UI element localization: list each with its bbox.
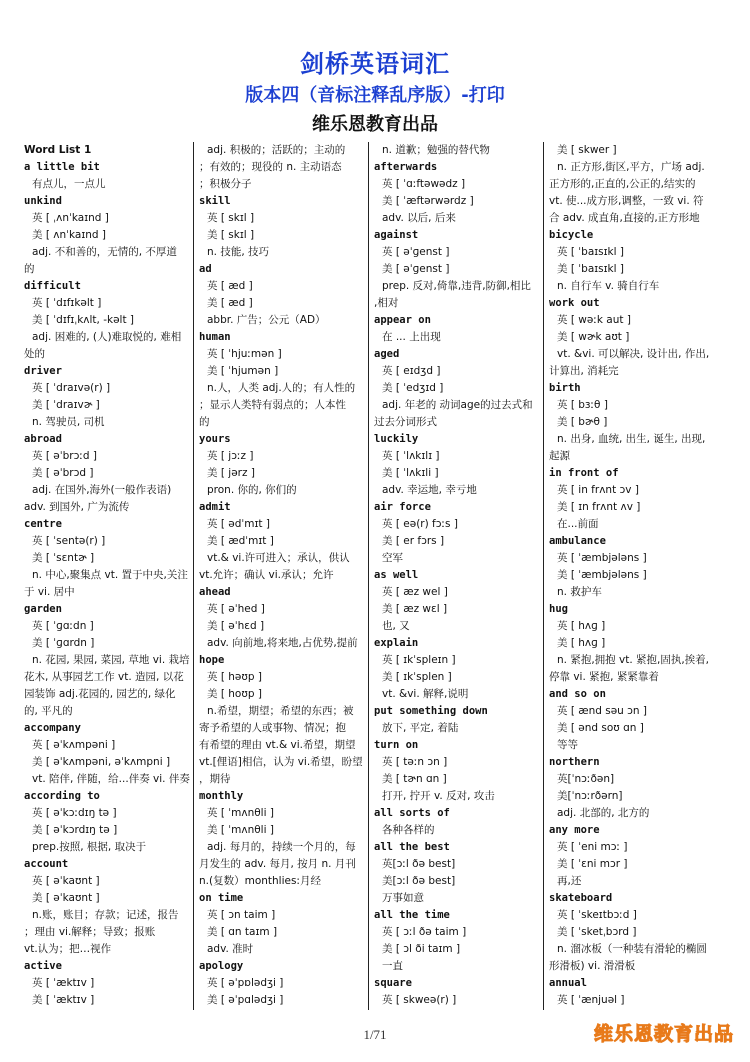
entry-detail: 英 [ ˈdɪfɪkəlt ] (32, 297, 102, 309)
entry-continuation: 有希望的理由 vt.& vi.希望，期望 (199, 739, 356, 751)
entry-detail: 美 [ ɔl ði taɪm ] (382, 943, 461, 955)
entry-continuation: vt.认为；把…视作 (24, 943, 112, 955)
entry-detail: 英 [ ˈskeɪtbɔːd ] (557, 909, 637, 921)
entry-detail: 美 [ əˈkʌmpəni, əˈkʌmpni ] (32, 756, 171, 768)
entry-detail: 英[ˈnɔːðən] (557, 773, 615, 785)
entry-detail: n. 紧抱,拥抱 vt. 紧抱,固执,挨着, (557, 654, 710, 666)
entry-detail: adj. 每月的，持续一个月的，每 (207, 841, 356, 853)
headword: against (374, 229, 419, 241)
entry-detail: 美 [ ˈæmbjələns ] (557, 569, 647, 581)
entry-detail: 美 [ ˈbaɪsɪkl ] (557, 263, 624, 275)
entry-detail: 打开, 拧开 v. 反对, 攻击 (382, 790, 495, 802)
entry-detail: 美 [ əˈbrɔd ] (32, 467, 94, 479)
entry-continuation: 园装饰 adj.花园的, 园艺的, 绿化 (24, 688, 176, 700)
headword: according to (24, 790, 100, 802)
headword: afterwards (374, 161, 438, 173)
entry-detail: 英 [ eɪdʒd ] (382, 365, 441, 377)
entry-detail: 英 [ æz wel ] (382, 586, 448, 598)
entry-detail: 美 [ jərz ] (207, 467, 255, 479)
entry-continuation: adv. 到国外, 广为流传 (24, 501, 130, 513)
entry-detail: 美 [ ˈɡɑrdn ] (32, 637, 95, 649)
headword: turn on (374, 739, 419, 751)
headword: all sorts of (374, 807, 450, 819)
headword: abroad (24, 433, 62, 445)
entry-continuation: 月发生的 adv. 每月, 按月 n. 月刊 (199, 858, 356, 870)
entry-detail: 美 [ hʌɡ ] (557, 637, 606, 649)
column-divider (543, 142, 544, 1010)
headword: accompany (24, 722, 81, 734)
entry-detail: 英 [ ˈɡɑːdn ] (32, 620, 94, 632)
entry-continuation: 花木, 从事园艺工作 vt. 造园, 以花 (24, 671, 184, 683)
headword: ambulance (549, 535, 606, 547)
headword: a little bit (24, 161, 100, 173)
entry-continuation: n.(复数）monthlies:月经 (199, 875, 321, 887)
entry-detail: prep. 反对,倚靠,违背,防御,相比 (382, 280, 531, 292)
headword: centre (24, 518, 62, 530)
entry-detail: 有点儿，一点儿 (32, 178, 106, 190)
headword: and so on (549, 688, 606, 700)
entry-continuation: 处的 (24, 348, 45, 360)
headword: active (24, 960, 62, 972)
headword: ahead (199, 586, 231, 598)
document-title: 剑桥英语词汇 (300, 50, 450, 78)
entry-detail: 美 [ ɪkˈsplen ] (382, 671, 452, 683)
entry-detail: 美 [ ˈdraɪvɚ ] (32, 399, 100, 411)
entry-detail: 美 [ skwer ] (557, 144, 617, 156)
entry-detail: 英 [ əˈpɒlədʒi ] (207, 977, 284, 989)
headword: northern (549, 756, 600, 768)
headword: any more (549, 824, 600, 836)
vocab-column-1 (24, 142, 194, 1009)
entry-detail: n.希望，期望；希望的东西；被 (207, 705, 354, 717)
headword: square (374, 977, 412, 989)
entry-detail: 美 [ ˈmʌnθli ] (207, 824, 274, 836)
entry-detail: 英 [ ˈæktɪv ] (32, 977, 95, 989)
entry-detail: 英 [ ɔːl ðə taim ] (382, 926, 467, 938)
headword: put something down (374, 705, 488, 717)
headword: human (199, 331, 231, 343)
entry-detail: pron. 你的, 你们的 (207, 484, 297, 496)
word-list-heading: Word List 1 (24, 144, 92, 156)
headword: annual (549, 977, 587, 989)
entry-detail: 英 [ təːn ɔn ] (382, 756, 448, 768)
entry-detail: adj. 在国外,海外(一般作表语) (32, 484, 172, 496)
entry-continuation: ,相对 (374, 297, 399, 309)
entry-detail: adv. 向前地,将来地,占优势,提前 (207, 637, 358, 649)
entry-continuation: 正方形的,正直的,公正的,结实的 (549, 178, 696, 190)
entry-detail: 英 [ ˈmʌnθli ] (207, 807, 274, 819)
entry-detail: n. 救护车 (557, 586, 602, 598)
entry-detail: 美[ˈnɔːrðərn] (557, 790, 623, 802)
entry-detail: 英 [ ɪkˈspleɪn ] (382, 654, 456, 666)
headword: skill (199, 195, 231, 207)
entry-detail: 美 [ əˈkaʊnt ] (32, 892, 100, 904)
entry-detail: 英 [ ˈhjuːmən ] (207, 348, 282, 360)
headword: admit (199, 501, 231, 513)
entry-detail: 英 [ ˈdraɪvə(r) ] (32, 382, 111, 394)
headword: all the time (374, 909, 450, 921)
entry-detail: 美 [ æd ] (207, 297, 253, 309)
entry-detail: 美 [ tɚn ɑn ] (382, 773, 447, 785)
entry-detail: n. 花园, 果园, 菜园, 草地 vi. 栽培 (32, 654, 190, 666)
entry-detail: 美 [ ˈedʒɪd ] (382, 382, 444, 394)
entry-detail: 各种各样的 (382, 824, 435, 836)
headword: ad (199, 263, 212, 275)
entry-detail: 英 [ ˈeni mɔː ] (557, 841, 628, 853)
entry-detail: 英 [ wəːk aut ] (557, 314, 631, 326)
entry-detail: 美 [ ɪn frʌnt ʌv ] (557, 501, 641, 513)
entry-continuation: 的 (24, 263, 35, 275)
entry-detail: 美 [ ˈlʌkɪli ] (382, 467, 439, 479)
entry-detail: adv. 以后, 后来 (382, 212, 456, 224)
entry-detail: n. 溜冰板（一种装有滑轮的椭圆 (557, 943, 707, 955)
headword: difficult (24, 280, 81, 292)
entry-detail: n. 出身, 血统, 出生, 诞生, 出现, (557, 433, 706, 445)
entry-detail: 英 [ ˈɑːftəwədz ] (382, 178, 466, 190)
vocab-column-3 (374, 142, 544, 1009)
headword: air force (374, 501, 431, 513)
entry-detail: vt.& vi.许可进入；承认，供认 (207, 552, 350, 564)
entry-detail: n. 驾驶员, 司机 (32, 416, 105, 428)
entry-detail: vt. &vi. 可以解决, 设计出, 作出, (557, 348, 710, 360)
entry-detail: adj. 北部的, 北方的 (557, 807, 650, 819)
entry-detail: adv. 准时 (207, 943, 254, 955)
entry-detail: 美 [ hoʊp ] (207, 688, 262, 700)
entry-continuation: 合 adv. 成直角,直接的,正方形地 (549, 212, 700, 224)
entry-detail: 万事如意 (382, 892, 424, 904)
entry-detail: 英 [ ˈlʌkɪlɪ ] (382, 450, 440, 462)
publisher-line: 维乐恩教育出品 (312, 114, 438, 135)
headword: yours (199, 433, 231, 445)
entry-detail: 英 [ həʊp ] (207, 671, 262, 683)
entry-detail: 美 [ ˈɛni mɔr ] (557, 858, 628, 870)
headword: bicycle (549, 229, 594, 241)
headword: aged (374, 348, 400, 360)
entry-detail: 美 [ əˈhɛd ] (207, 620, 265, 632)
entry-detail: 美 [ ɑn taɪm ] (207, 926, 278, 938)
entry-detail: 英 [ ˈæmbjələns ] (557, 552, 647, 564)
entry-detail: n. 技能, 技巧 (207, 246, 270, 258)
entry-detail: 英 [ ˈbaɪsɪkl ] (557, 246, 624, 258)
entry-detail: 美 [ ˈsketˌbɔrd ] (557, 926, 637, 938)
entry-detail: 美 [ əˈɡenst ] (382, 263, 450, 275)
entry-detail: prep.按照, 根据, 取决于 (32, 841, 147, 853)
entry-detail: 英 [ ˈsentə(r) ] (32, 535, 106, 547)
entry-detail: 美 [ bɚθ ] (557, 416, 608, 428)
headword: driver (24, 365, 62, 377)
headword: hope (199, 654, 225, 666)
entry-detail: 美 [ ædˈmɪt ] (207, 535, 274, 547)
entry-detail: n. 正方形,街区,平方，广场 adj. (557, 161, 705, 173)
entry-detail: n. 中心,聚集点 vt. 置于中央,关注 (32, 569, 188, 581)
entry-detail: adv. 幸运地, 幸亏地 (382, 484, 477, 496)
entry-detail: 英 [ bɜːθ ] (557, 399, 608, 411)
column-divider (368, 142, 369, 1010)
headword: skateboard (549, 892, 613, 904)
entry-detail: 等等 (557, 739, 578, 751)
entry-detail: 空军 (382, 552, 403, 564)
entry-detail: 在 ... 上出现 (382, 331, 441, 343)
entry-detail: n. 道歉；勉强的替代物 (382, 144, 490, 156)
entry-detail: vt. 陪伴, 伴随，给...伴奏 vi. 伴奏 (32, 773, 190, 785)
entry-continuation: ；理由 vi.解释；导致；报账 (24, 926, 156, 938)
vocab-column-4 (549, 142, 719, 1009)
headword: garden (24, 603, 62, 615)
headword: account (24, 858, 69, 870)
entry-detail: 美 [ ˈæktɪv ] (32, 994, 95, 1006)
watermark-logo: 维乐恩教育出品 (593, 1023, 734, 1045)
entry-detail: 英 [ əˈkɔːdɪŋ tə ] (32, 807, 117, 819)
headword: monthly (199, 790, 244, 802)
entry-detail: 英 [ in frʌnt ɔv ] (557, 484, 639, 496)
entry-detail: abbr. 广告；公元（AD） (207, 314, 326, 326)
entry-detail: 美 [ əˈpɑlədʒi ] (207, 994, 284, 1006)
entry-continuation: 的, 平凡的 (24, 705, 73, 717)
entry-detail: 美 [ ˈhjumən ] (207, 365, 279, 377)
entry-detail: adj. 不和善的，无情的, 不厚道 (32, 246, 177, 258)
entry-continuation: 计算出, 消耗完 (549, 365, 619, 377)
entry-detail: 英 [ ˌʌnˈkaɪnd ] (32, 212, 109, 224)
headword: explain (374, 637, 419, 649)
column-divider (193, 142, 194, 1010)
entry-detail: 美 [ wɚk aʊt ] (557, 331, 630, 343)
headword: as well (374, 569, 419, 581)
entry-detail: 也, 又 (382, 620, 410, 632)
entry-detail: 英 [ skweə(r) ] (382, 994, 457, 1006)
entry-continuation: ；积极分子 (199, 178, 252, 190)
entry-detail: 英 [ ɔn taim ] (207, 909, 276, 921)
entry-detail: 美 [ ˈsɛntɚ ] (32, 552, 95, 564)
entry-continuation: 的 (199, 416, 210, 428)
entry-detail: 英 [ ˈænjuəl ] (557, 994, 625, 1006)
entry-detail: 英 [ əˈkʌmpəni ] (32, 739, 116, 751)
entry-detail: 美 [ er fɔrs ] (382, 535, 445, 547)
entry-continuation: vt.[俚语]相信，认为 vi.希望，盼望 (199, 756, 363, 768)
entry-detail: 英 [ əˈɡenst ] (382, 246, 450, 258)
entry-continuation: vt. 使...成方形,调整，一致 vi. 符 (549, 195, 704, 207)
headword: work out (549, 297, 600, 309)
vocab-column-2 (199, 142, 369, 1009)
headword: apology (199, 960, 244, 972)
entry-detail: n.账，账目；存款；记述，报告 (32, 909, 179, 921)
entry-detail: 英 [ hʌɡ ] (557, 620, 606, 632)
entry-detail: 英[ɔːl ðə best] (382, 858, 456, 870)
headword: hug (549, 603, 568, 615)
entry-detail: adj. 困难的, (人)难取悦的, 难相 (32, 331, 182, 343)
entry-detail: 美 [ ʌnˈkaɪnd ] (32, 229, 107, 241)
document-subtitle: 版本四（音标注释乱序版）-打印 (245, 85, 505, 106)
entry-continuation: 过去分词形式 (374, 416, 437, 428)
entry-continuation: 停靠 vi. 紧抱, 紧紧靠着 (549, 671, 659, 683)
entry-detail: 在...前面 (557, 518, 599, 530)
entry-detail: 英 [ ænd səu ɔn ] (557, 705, 648, 717)
entry-continuation: 寄予希望的人或事物、情况；抱 (199, 722, 346, 734)
entry-detail: 美 [ ənd soʊ ɑn ] (557, 722, 644, 734)
entry-detail: 美 [ ˈdɪfɪˌkʌlt, -kəlt ] (32, 314, 135, 326)
entry-detail: 再,还 (557, 875, 582, 887)
page-number: 1/71 (363, 1027, 387, 1042)
entry-detail: 英 [ eə(r) fɔːs ] (382, 518, 458, 530)
entry-detail: adj. 积极的；活跃的；主动的 (207, 144, 346, 156)
entry-continuation: ，期待 (199, 773, 231, 785)
headword: in front of (549, 467, 619, 479)
entry-detail: n. 自行车 v. 骑自行车 (557, 280, 660, 292)
entry-continuation: 形滑板) vi. 滑滑板 (549, 960, 636, 972)
headword: luckily (374, 433, 419, 445)
entry-detail: 英 [ ədˈmɪt ] (207, 518, 270, 530)
entry-detail: 英 [ jɔːz ] (207, 450, 254, 462)
entry-detail: 英 [ æd ] (207, 280, 253, 292)
entry-detail: 英 [ əˈbrɔːd ] (32, 450, 98, 462)
entry-continuation: ；有效的；现役的 n. 主动语态 (199, 161, 342, 173)
entry-detail: n.人，人类 adj.人的；有人性的 (207, 382, 356, 394)
entry-detail: 一直 (382, 960, 403, 972)
headword: on time (199, 892, 244, 904)
entry-detail: 美 [ ˈæftərwərdz ] (382, 195, 474, 207)
entry-detail: 英 [ əˈkaʊnt ] (32, 875, 100, 887)
entry-detail: 美[ɔːl ðə best] (382, 875, 456, 887)
entry-detail: 放下, 平定, 着陆 (382, 722, 459, 734)
headword: appear on (374, 314, 431, 326)
entry-detail: vt. &vi. 解释,说明 (382, 688, 469, 700)
entry-continuation: vt.允许；确认 vi.承认；允许 (199, 569, 334, 581)
entry-continuation: 于 vi. 居中 (24, 586, 75, 598)
entry-detail: 美 [ əˈkɔrdɪŋ tə ] (32, 824, 118, 836)
entry-detail: 美 [ æz wɛl ] (382, 603, 448, 615)
headword: all the best (374, 841, 450, 853)
entry-continuation: 起源 (549, 450, 570, 462)
headword: unkind (24, 195, 62, 207)
entry-continuation: ；显示人类特有弱点的；人本性 (199, 399, 346, 411)
headword: birth (549, 382, 581, 394)
entry-detail: 英 [ skɪl ] (207, 212, 255, 224)
entry-detail: 英 [ əˈhed ] (207, 603, 265, 615)
entry-detail: adj. 年老的 动词age的过去式和 (382, 399, 533, 411)
entry-detail: 美 [ skɪl ] (207, 229, 255, 241)
